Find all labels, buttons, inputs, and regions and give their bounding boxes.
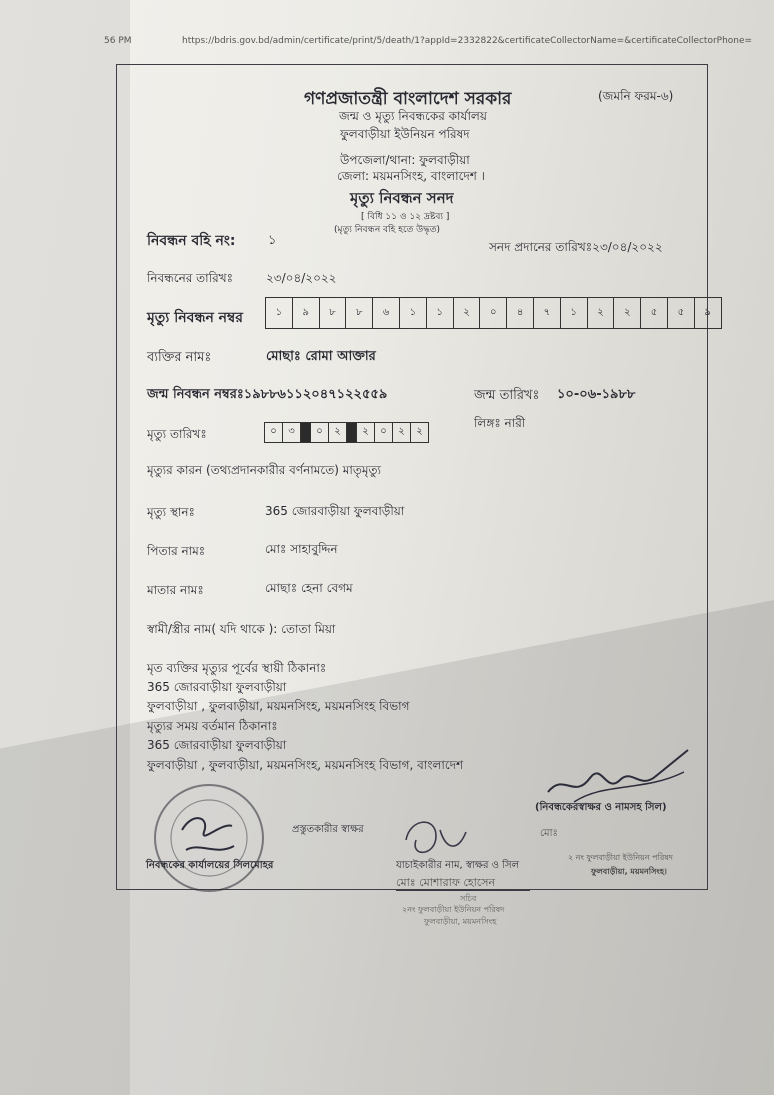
date-separator (301, 423, 311, 442)
book-value: ১ (268, 233, 277, 248)
father-value: মোঃ সাহাবুদ্দিন (265, 542, 338, 556)
reg-number-digit: ৮ (346, 298, 373, 328)
reg-number-digit: ১ (400, 298, 427, 328)
death-date-boxes (264, 422, 429, 443)
death-date-digit: ২ (416, 426, 423, 437)
registrar-signature-label: (নিবন্ধকেরস্বাক্ষর ও নামসহ সিল) (535, 802, 667, 813)
reg-number-digit: ১ (266, 298, 293, 328)
reg-number-digit: ৯ (704, 306, 711, 318)
district-name: জেলা: ময়মনসিংহ, বাংলাদেশ । (337, 169, 485, 183)
verifier-place: ফুলবাড়ীয়া, ময়মনসিংহ (424, 917, 497, 926)
present-address-line1: 365 জোরবাড়ীয়া ফুলবাড়ীয়া (147, 738, 287, 752)
reg-number-digit: ৪ (507, 298, 534, 328)
source-note: (মৃত্যু নিবন্ধন বহি হতে উদ্ধৃত) (334, 225, 441, 235)
print-time: 56 PM (104, 36, 132, 46)
reg-number-digit: ৫ (641, 298, 668, 328)
death-date-digit: ২ (393, 423, 411, 442)
birth-date-value: ১০-০৬-১৯৮৮ (557, 387, 636, 402)
reg-number-boxes (265, 297, 722, 329)
mother-label: মাতার নামঃ (147, 583, 204, 597)
preparer-signature-label: প্রস্তুতকারীর স্বাক্ষর (292, 824, 364, 835)
death-date-digit: ২ (329, 423, 347, 442)
reg-number-digit: ০ (480, 298, 507, 328)
death-date-digit: ০ (375, 423, 393, 442)
present-address-label: মৃত্যুর সময় বর্তমান ঠিকানাঃ (147, 719, 278, 733)
death-date-digit: ০ (265, 423, 283, 442)
print-url: https://bdris.gov.bd/admin/certificate/print/5/death/1?appId=2332822&certificateCollectorName=&certificateCollectorPhone= (182, 36, 753, 46)
rule-reference: [ বিধি ১১ ও ১২ দ্রষ্টব্য ] (361, 212, 450, 222)
date-separator (347, 423, 357, 442)
government-title: গণপ্রজাতন্ত্রী বাংলাদেশ সরকার (304, 89, 512, 109)
reg-number-digit: ৯ (293, 298, 320, 328)
registrar-stamp-line3: ফুলবাড়ীয়া, ময়মনসিংহ। (591, 867, 667, 876)
death-place-value: 365 জোরবাড়ীয়া ফুলবাড়ীয়া (265, 504, 405, 518)
upazila-name: উপজেলা/থানা: ফুলবাড়ীয়া (340, 153, 470, 167)
reg-number-digit: ৫ (668, 298, 695, 328)
reg-number-digit: ৭ (534, 298, 561, 328)
birth-reg-number: জন্ম নিবন্ধন নম্বরঃ১৯৮৮৬১১২০৪৭১২২৫৫৯ (147, 387, 388, 402)
death-cause: মৃত্যুর কারন (তথ্যপ্রদানকারীর বর্ণনামতে) মাতৃমৃত্যু (147, 463, 382, 477)
father-label: পিতার নামঃ (147, 544, 206, 558)
reg-number-digit: ২ (614, 298, 641, 328)
issue-date: সনদ প্রদানের তারিখঃ২৩/০৪/২০২২ (489, 240, 663, 254)
person-name-value: মোছাঃ রোমা আক্তার (266, 349, 376, 364)
book-label: নিবন্ধন বহি নং: (147, 233, 236, 249)
death-date-label: মৃত্যু তারিখঃ (147, 427, 207, 441)
registrar-stamp-line1: মোঃ (540, 828, 558, 839)
reg-number-label: মৃত্যু নিবন্ধন নম্বর (147, 310, 243, 326)
permanent-address-label: মৃত ব্যক্তির মৃত্যুর পূর্বের স্থায়ী ঠিকানাঃ (147, 661, 327, 675)
union-name: ফুলবাড়ীয়া ইউনিয়ন পরিষদ (340, 127, 470, 141)
death-place-label: মৃত্যু স্থানঃ (147, 505, 195, 519)
gender: লিঙ্গঃ নারী (474, 416, 526, 430)
form-tag: (জমনি ফরম-৬) (598, 89, 674, 103)
office-seal (154, 784, 264, 892)
death-date-digit: ০ (311, 423, 329, 442)
verifier-title: সচিব (460, 894, 477, 903)
reg-date-value: ২৩/০৪/২০২২ (266, 271, 337, 285)
spouse-name: স্বামী/স্ত্রীর নাম( যদি থাকে ): তোতা মিয়া (147, 622, 336, 636)
certificate-title: মৃত্যু নিবন্ধন সনদ (350, 189, 454, 207)
reg-number-digit: ২ (588, 298, 615, 328)
reg-number-digit: ১ (561, 298, 588, 328)
verifier-name: মোঃ মোশারাফ হোসেন (396, 876, 496, 889)
reg-number-digit: ১ (427, 298, 454, 328)
verifier-org: ২নং ফুলবাড়ীয়া ইউনিয়ন পরিষদ (402, 905, 505, 914)
permanent-address-line1: 365 জোরবাড়ীয়া ফুলবাড়ীয়া (147, 680, 287, 694)
verifier-underline (396, 890, 530, 891)
present-address-line2: ফুলবাড়ীয়া , ফুলবাড়ীয়া, ময়মনসিংহ, ময়মনসিংহ বিভাগ, বাংলাদেশ (147, 758, 464, 772)
reg-date-label: নিবন্ধনের তারিখঃ (147, 271, 233, 285)
death-date-digit: ৩ (283, 423, 301, 442)
person-name-label: ব্যক্তির নামঃ (147, 350, 212, 365)
death-date-digit: ২ (357, 423, 375, 442)
permanent-address-line2: ফুলবাড়ীয়া , ফুলবাড়ীয়া, ময়মনসিংহ, ময়মনসিংহ বিভাগ (147, 699, 410, 713)
registrar-stamp-line2: ২ নং ফুলবাড়ীয়া ইউনিয়ন পরিষদ (568, 853, 673, 862)
verifier-signature-label: যাচাইকারীর নাম, স্বাক্ষর ও সিল (396, 860, 520, 871)
reg-number-digit: ৮ (320, 298, 347, 328)
mother-value: মোছাঃ হেনা বেগম (265, 581, 353, 595)
registrar-signature (544, 742, 690, 808)
office-seal-label: নিবন্ধকের কার্যালয়ের সিলমোহর (146, 860, 274, 871)
reg-number-digit: ২ (454, 298, 481, 328)
reg-number-digit: ৬ (373, 298, 400, 328)
office-name: জন্ম ও মৃত্যু নিবন্ধকের কার্যালয় (339, 109, 487, 123)
birth-date-label: জন্ম তারিখঃ (474, 388, 540, 403)
